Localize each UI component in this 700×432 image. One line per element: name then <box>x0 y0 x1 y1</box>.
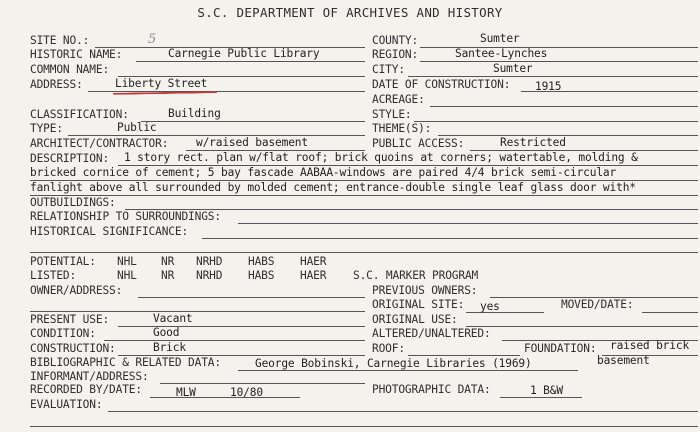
potential-nhl: NHL <box>117 255 137 268</box>
description-label: DESCRIPTION: <box>30 152 110 165</box>
listed-label: LISTED: <box>30 269 77 282</box>
public-access-label: PUBLIC ACCESS: <box>372 137 465 150</box>
roof-line <box>408 355 520 356</box>
region-label: REGION: <box>372 48 419 61</box>
present-use-value: Vacant <box>153 312 193 325</box>
region-value: Santee-Lynches <box>455 47 548 60</box>
owner-address-label: OWNER/ADDRESS: <box>30 284 123 297</box>
themes-label: THEME(S): <box>372 122 432 135</box>
potential-label: POTENTIAL: <box>30 255 96 268</box>
construction-label: CONSTRUCTION: <box>30 342 116 355</box>
listed-haer: HAER <box>300 269 327 282</box>
city-value: Sumter <box>493 62 533 75</box>
address-value: Liberty Street <box>115 77 208 90</box>
date-of-construction-value: 1915 <box>535 80 562 93</box>
architect-label: ARCHITECT/CONTRACTOR: <box>30 137 169 150</box>
historic-name-line <box>136 61 365 62</box>
potential-nrhd: NRHD <box>196 255 223 268</box>
themes-line <box>438 135 698 136</box>
historical-significance-label: HISTORICAL SIGNIFICANCE: <box>30 225 189 238</box>
condition-value: Good <box>153 326 180 339</box>
original-use-label: ORIGINAL USE: <box>372 313 458 326</box>
listed-habs: HABS <box>248 269 275 282</box>
construction-value: Brick <box>153 341 186 354</box>
relationship-label: RELATIONSHIP TO SURROUNDINGS: <box>30 210 221 223</box>
recorded-by-line <box>150 397 300 398</box>
moved-date-label: MOVED/DATE: <box>561 298 634 311</box>
condition-line <box>104 340 365 341</box>
altered-unaltered-label: ALTERED/UNALTERED: <box>372 327 491 340</box>
city-line <box>408 76 698 77</box>
marker-program-label: S.C. MARKER PROGRAM <box>353 269 479 282</box>
listed-nhl: NHL <box>117 269 137 282</box>
address-label: ADDRESS: <box>30 78 83 91</box>
owner-address-line <box>138 297 365 298</box>
foundation-value-2: basement <box>597 354 650 367</box>
site-no-value: 5 <box>148 32 157 47</box>
recorded-date-value: 10/80 <box>230 386 263 399</box>
present-use-label: PRESENT USE: <box>30 313 110 326</box>
date-of-construction-label: DATE OF CONSTRUCTION: <box>372 78 511 91</box>
common-name-label: COMMON NAME: <box>30 63 110 76</box>
roof-label: ROOF: <box>372 342 405 355</box>
city-label: CITY: <box>372 63 405 76</box>
card-header-title: S.C. DEPARTMENT OF ARCHIVES AND HISTORY <box>197 5 503 20</box>
historic-name-label: HISTORIC NAME: <box>30 48 123 61</box>
county-value: Sumter <box>480 32 520 45</box>
informant-address-label: INFORMANT/ADDRESS: <box>30 370 149 383</box>
condition-label: CONDITION: <box>30 327 96 340</box>
original-site-value: yes <box>480 300 500 313</box>
evaluation-line-2 <box>30 426 698 427</box>
photographic-data-value: 1 B&W <box>530 384 563 397</box>
owner-address-line-2 <box>30 311 365 312</box>
classification-label: CLASSIFICATION: <box>30 108 129 121</box>
historical-significance-line <box>202 238 698 239</box>
potential-habs: HABS <box>248 255 275 268</box>
photographic-data-label: PHOTOGRAPHIC DATA: <box>372 383 491 396</box>
evaluation-line <box>108 411 698 412</box>
acreage-line <box>430 106 698 107</box>
listed-nr: NR <box>161 269 175 282</box>
architect-value: w/raised basement <box>196 136 308 149</box>
style-line <box>414 121 698 122</box>
informant-address-line <box>160 383 365 384</box>
type-label: TYPE: <box>30 122 63 135</box>
bibliographic-label: BIBLIOGRAPHIC & RELATED DATA: <box>30 356 221 369</box>
previous-owners-label: PREVIOUS OWNERS: <box>372 284 478 297</box>
historic-name-value: Carnegie Public Library <box>168 47 320 60</box>
address-red-underline <box>113 91 217 95</box>
potential-nr: NR <box>161 255 175 268</box>
description-rule-3 <box>30 195 698 196</box>
bibliographic-value: George Bobinski, Carnegie Libraries (1969) <box>255 357 532 370</box>
description-line-2: bricked cornice of cement; 5 bay fascade AABAA-windows are paired 4/4 brick semi-circular <box>30 166 617 179</box>
public-access-value: Restricted <box>500 136 566 149</box>
county-label: COUNTY: <box>372 34 419 47</box>
significance-rule-2 <box>30 252 698 253</box>
recorded-by-label: RECORDED BY/DATE: <box>30 383 142 396</box>
original-use-line <box>466 326 698 327</box>
foundation-label: FOUNDATION: <box>524 342 597 355</box>
potential-haer: HAER <box>300 255 327 268</box>
moved-date-line <box>642 312 698 313</box>
description-line-1: 1 story rect. plan w/flat roof; brick quoins at corners; watertable, molding & <box>124 151 638 164</box>
style-label: STYLE: <box>372 108 412 121</box>
classification-line <box>141 121 365 122</box>
original-site-label: ORIGINAL SITE: <box>372 298 465 311</box>
evaluation-label: EVALUATION: <box>30 398 103 411</box>
bibliographic-line <box>238 370 578 371</box>
relationship-line <box>238 223 698 224</box>
acreage-label: ACREAGE: <box>372 93 425 106</box>
listed-nrhd: NRHD <box>196 269 223 282</box>
type-value: Public <box>117 121 157 134</box>
outbuildings-label: OUTBUILDINGS: <box>30 196 116 209</box>
classification-value: Building <box>168 107 221 120</box>
site-no-label: SITE NO.: <box>30 34 90 47</box>
foundation-value-1: raised brick <box>610 339 690 352</box>
original-site-line <box>466 312 544 313</box>
description-line-3: fanlight above all surrounded by molded cement; entrance-double single leaf glass door with* <box>30 181 636 194</box>
region-line <box>420 61 698 62</box>
recorded-by-value: MLW <box>176 386 196 399</box>
photographic-data-line <box>500 397 582 398</box>
